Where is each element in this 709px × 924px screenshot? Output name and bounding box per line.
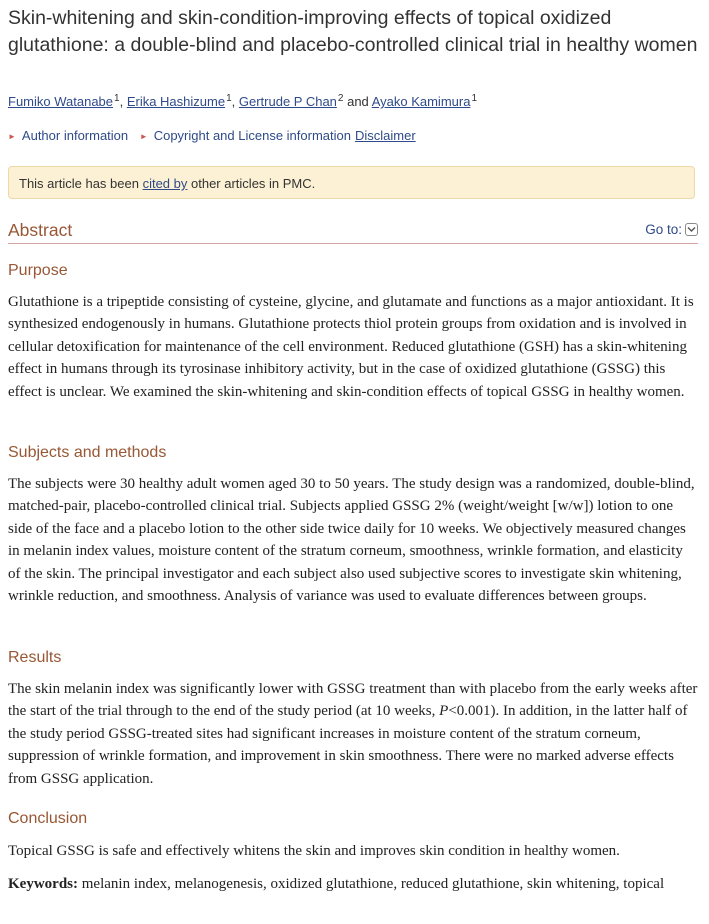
- author-affiliation-sup: 1: [226, 93, 232, 104]
- section-heading-conclusion: Conclusion: [8, 810, 88, 827]
- author-link[interactable]: Ayako Kamimura: [371, 94, 471, 109]
- section-text-results: [8, 678, 698, 790]
- section-heading-methods: Subjects and methods: [8, 444, 167, 461]
- notice-prefix: This article has been: [19, 176, 143, 191]
- disclaimer-link[interactable]: Disclaimer: [354, 128, 416, 143]
- author-information-label: Author information: [21, 128, 129, 143]
- cited-by-link[interactable]: cited by: [142, 176, 188, 191]
- author-separator: ,: [119, 94, 127, 109]
- abstract-header: [8, 219, 698, 244]
- section-text-conclusion: Topical GSSG is safe and effectively whitens the skin and improves skin condition in healthy women.: [8, 843, 620, 859]
- author-link[interactable]: Gertrude P Chan: [238, 94, 337, 109]
- triangle-right-icon: ►: [139, 132, 148, 141]
- copyright-label: Copyright and License information: [153, 128, 351, 143]
- results-text-part-2: <0.001). In addition, in the latter half of the study period GSSG-treated sites had significant increases in moisture content of the stratum corneum, suppression of wrinkle formation, and improvement in skin smoothness. There were no marked adverse effects from GSSG application.: [8, 703, 688, 787]
- author-information-toggle[interactable]: [8, 128, 128, 143]
- keywords: [8, 873, 698, 895]
- author-link[interactable]: Fumiko Watanabe: [8, 94, 114, 109]
- notice-suffix: other articles in PMC.: [187, 176, 316, 191]
- author-affiliation-sup: 1: [114, 93, 120, 104]
- author-affiliation-sup: 2: [337, 93, 344, 104]
- goto-label: Go to:: [645, 222, 682, 237]
- article-title: Skin-whitening and skin-condition-improving effects of topical oxidized glutathione: a double-blind and placebo-controlled clinical trial in healthy women: [8, 7, 698, 56]
- chevron-down-icon: [685, 223, 698, 236]
- article-meta-links: [8, 127, 698, 146]
- abstract-heading: Abstract: [8, 220, 73, 240]
- copyright-toggle[interactable]: [140, 128, 351, 143]
- section-text-methods: The subjects were 30 healthy adult women aged 30 to 50 years. The study design was a randomized, double-blind, matched-pair, placebo-controlled clinical trial. Subjects applied GSSG 2% (weight/weight [w/w]) lotion to one side of the face and a placebo lotion to the other side twice daily for 10 weeks. We objectively measured changes in melanin index values, moisture content of the stratum corneum, smoothness, wrinkle formation, and elasticity of the skin. The principal investigator and each subject also used subjective scores to investigate skin whitening, wrinkle reduction, and smoothness. Analysis of variance was used to evaluate differences between groups.: [8, 476, 695, 605]
- keywords-label: Keywords:: [8, 876, 78, 892]
- results-text-part-1: The skin melanin index was significantly lower with GSSG treatment than with placebo from the early weeks after the start of the trial through to the end of the study period (at 10 weeks,: [8, 681, 698, 720]
- author-list: [8, 93, 698, 111]
- author-separator: and: [343, 94, 372, 109]
- author-affiliation-sup: 1: [471, 93, 477, 104]
- author-link[interactable]: Erika Hashizume: [126, 94, 226, 109]
- cited-by-notice: [8, 166, 695, 199]
- author-separator: ,: [231, 94, 239, 109]
- section-text-purpose: Glutathione is a tripeptide consisting of cysteine, glycine, and glutamate and functions as a major antioxidant. It is synthesized endogenously in humans. Glutathione protects thiol protein groups from oxidation and is involved in cellular detoxification for maintenance of the cell environment. Reduced glutathione (GSH) has a skin-whitening effect in humans through its tyrosinase inhibitory activity, but in the case of oxidized glutathione (GSSG) this effect is unclear. We examined the skin-whitening and skin-condition effects of topical GSSG in healthy women.: [8, 294, 694, 400]
- p-value-symbol: P: [439, 703, 449, 720]
- keywords-list: melanin index, melanogenesis, oxidized glutathione, reduced glutathione, skin whitening, topical: [78, 876, 665, 892]
- triangle-right-icon: ►: [8, 132, 16, 141]
- section-heading-results: Results: [8, 649, 62, 666]
- goto-menu[interactable]: [645, 221, 698, 239]
- section-heading-purpose: Purpose: [8, 262, 68, 279]
